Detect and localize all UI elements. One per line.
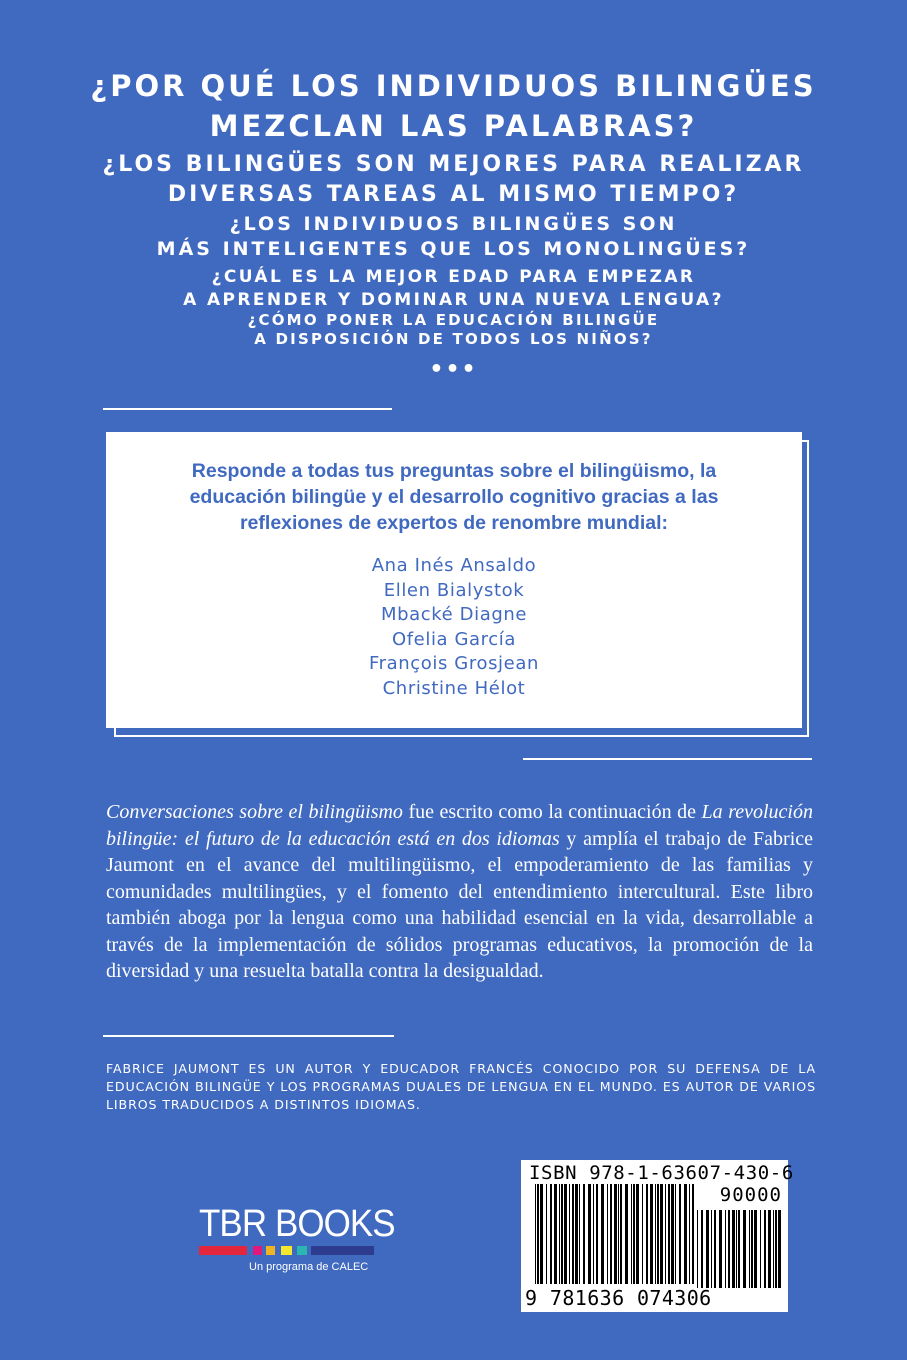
barcode-bar [736,1210,737,1288]
publisher-tagline: Un programa de CALEC [249,1261,369,1273]
barcode-bar [572,1184,574,1284]
isbn-label: ISBN 978-1-63607-430-6 [529,1162,794,1184]
barcode-bar [679,1184,681,1284]
isbn-barcode [521,1160,794,1312]
barcode-bar [620,1184,622,1284]
expert-name: François Grosjean [369,653,539,675]
question-2 [0,150,907,210]
barcode-bars-icon [535,1184,695,1292]
logo-color-bar-orange [266,1246,275,1255]
barcode-bar [583,1184,585,1284]
barcode-bar [537,1184,539,1284]
logo-color-bar-red [199,1246,247,1255]
barcode-bar [711,1210,712,1288]
barcode-bar [631,1184,632,1284]
barcode-bar [706,1210,709,1288]
question-3-line-1: ¿LOS INDIVIDUOS BILINGÜES SON [229,213,678,235]
barcode-bar [692,1184,694,1284]
barcode-bar [593,1184,594,1284]
barcode-bar [588,1184,591,1284]
barcode-bar [732,1210,735,1288]
barcode-bar [728,1210,730,1288]
previous-book-title: La revolución bilingüe: el futuro de la educación está en dos idiomas [106,801,813,850]
barcode-bar [540,1184,543,1284]
card-lead-text: Responde a todas tus preguntas sobre el bilingüismo, la educación bilingüe y el desarrollo cognitivo gracias a las reflexiones de expertos de renombre mundial: [189,460,719,534]
barcode-bar [738,1210,740,1288]
barcode-bar [751,1210,753,1288]
question-4-line-1: ¿CUÁL ES LA MEJOR EDAD PARA EMPEZAR [211,267,696,287]
logo-color-bar-yellow [281,1246,292,1255]
ellipsis-dots: ••• [429,357,478,382]
experts-list [106,554,802,702]
barcode-bar [655,1184,656,1284]
expert-name: Mbacké Diagne [380,604,528,626]
barcode-bar [760,1210,761,1288]
barcode-bar [671,1184,674,1284]
barcode-bar [697,1210,698,1288]
question-4 [0,266,907,312]
barcode-bar [579,1184,580,1284]
question-5 [0,311,907,349]
barcode-bar [657,1184,659,1284]
barcode-bar [743,1210,746,1288]
barcode-bar [714,1210,716,1288]
barcode-bar [650,1184,653,1284]
description-part-1: fue escrito como la continuación de [402,801,702,823]
barcode-bar [618,1184,619,1284]
publisher-logo [199,1203,395,1275]
expert-name: Ellen Bialystok [383,579,525,601]
logo-color-bar-teal [297,1246,307,1255]
barcode-bar [614,1184,617,1284]
addon-barcode-bars-icon [697,1210,781,1292]
question-1-line-2: MEZCLAN LAS PALABRAS? [209,109,698,143]
question-1-line-1: ¿POR QUÉ LOS INDIVIDUOS BILINGÜES [90,69,817,103]
question-2-line-2: DIVERSAS TAREAS AL MISMO TIEMPO? [167,182,740,207]
question-2-line-1: ¿LOS BILINGÜES SON MEJORES PARA REALIZAR [102,152,805,177]
barcode-bar [561,1184,563,1284]
barcode-bar [550,1184,552,1284]
publisher-name: TBR BOOKS [199,1203,395,1245]
question-1 [0,66,907,146]
barcode-bar [569,1184,570,1284]
ean-digits: 9 781636 074306 [525,1286,712,1310]
logo-color-bar-pink [253,1246,262,1255]
book-title: Conversaciones sobre el bilingüismo [106,801,403,823]
barcode-bar [719,1210,722,1288]
expert-name: Christine Hélot [382,677,526,699]
logo-color-bar-navy [311,1246,374,1255]
barcode-bar [559,1184,560,1284]
barcode-bar [725,1210,726,1288]
question-3-line-2: MÁS INTELIGENTES QUE LOS MONOLINGÜES? [156,238,751,260]
barcode-bar [633,1184,635,1284]
barcode-bar [564,1184,567,1284]
barcode-bar [625,1184,628,1284]
barcode-bar [689,1184,690,1284]
barcode-bar [749,1210,750,1288]
barcode-bar [775,1210,777,1288]
barcode-bar [665,1184,666,1284]
barcode-bar [668,1184,670,1284]
book-description [106,799,813,985]
barcode-bar [601,1184,604,1284]
question-4-line-2: A APRENDER Y DOMINAR UNA NUEVA LENGUA? [183,290,724,310]
divider-mid-right [523,758,812,760]
description-part-2: y amplía el trabajo de Fabrice Jaumont en el avance del multilingüismo, el empoderamiento de las familias y comunidades multilingües, y el fomento del entendimiento intercultural. Este libro también aboga por la lengua como una habilidad esencial en la vida, desarrollable a través de la implementación de sólidos programas educativos, la promoción de la diversidad y una resuelta batalla contra la desigualdad. [106,827,814,982]
barcode-bar [764,1210,766,1288]
divider-top-left [103,408,392,410]
question-5-line-2: A DISPOSICIÓN DE TODOS LOS NIÑOS? [254,330,653,348]
barcode-bar [675,1184,676,1284]
barcode-bar [768,1210,771,1288]
barcode-bar [535,1184,536,1284]
barcode-bar [546,1184,547,1284]
experts-card [106,432,802,728]
barcode-bar [684,1184,687,1284]
expert-name: Ana Inés Ansaldo [371,555,537,576]
expert-name: Ofelia García [391,628,517,650]
question-5-line-1: ¿CÓMO PONER LA EDUCACIÓN BILINGÜE [247,311,660,329]
barcode-bar [660,1184,663,1284]
author-bio: FABRICE JAUMONT ES UN AUTOR Y EDUCADOR FRANCÉS CONOCIDO POR SU DEFENSA DE LA EDUCACIÓN BILINGÜE Y LOS PROGRAMAS DUALES DE LENGUA EN EL MUNDO. ES AUTOR DE VARIOS LIBROS TRADUCIDOS A DISTINTOS IDIOMAS. [106,1061,816,1112]
barcode-bar [575,1184,578,1284]
divider-bottom-left [103,1035,394,1037]
barcode-bar [607,1184,608,1284]
barcode-bar [642,1184,643,1284]
barcode-bar [636,1184,639,1284]
price-code: 90000 [719,1184,782,1206]
barcode-bar [596,1184,598,1284]
barcode-bar [701,1210,703,1288]
barcode-bar [754,1210,757,1288]
question-3 [0,212,907,262]
barcode-bar [778,1210,781,1288]
barcode-bar [554,1184,557,1284]
barcode-bar [773,1210,774,1288]
barcode-bar [646,1184,648,1284]
barcode-bar [610,1184,612,1284]
